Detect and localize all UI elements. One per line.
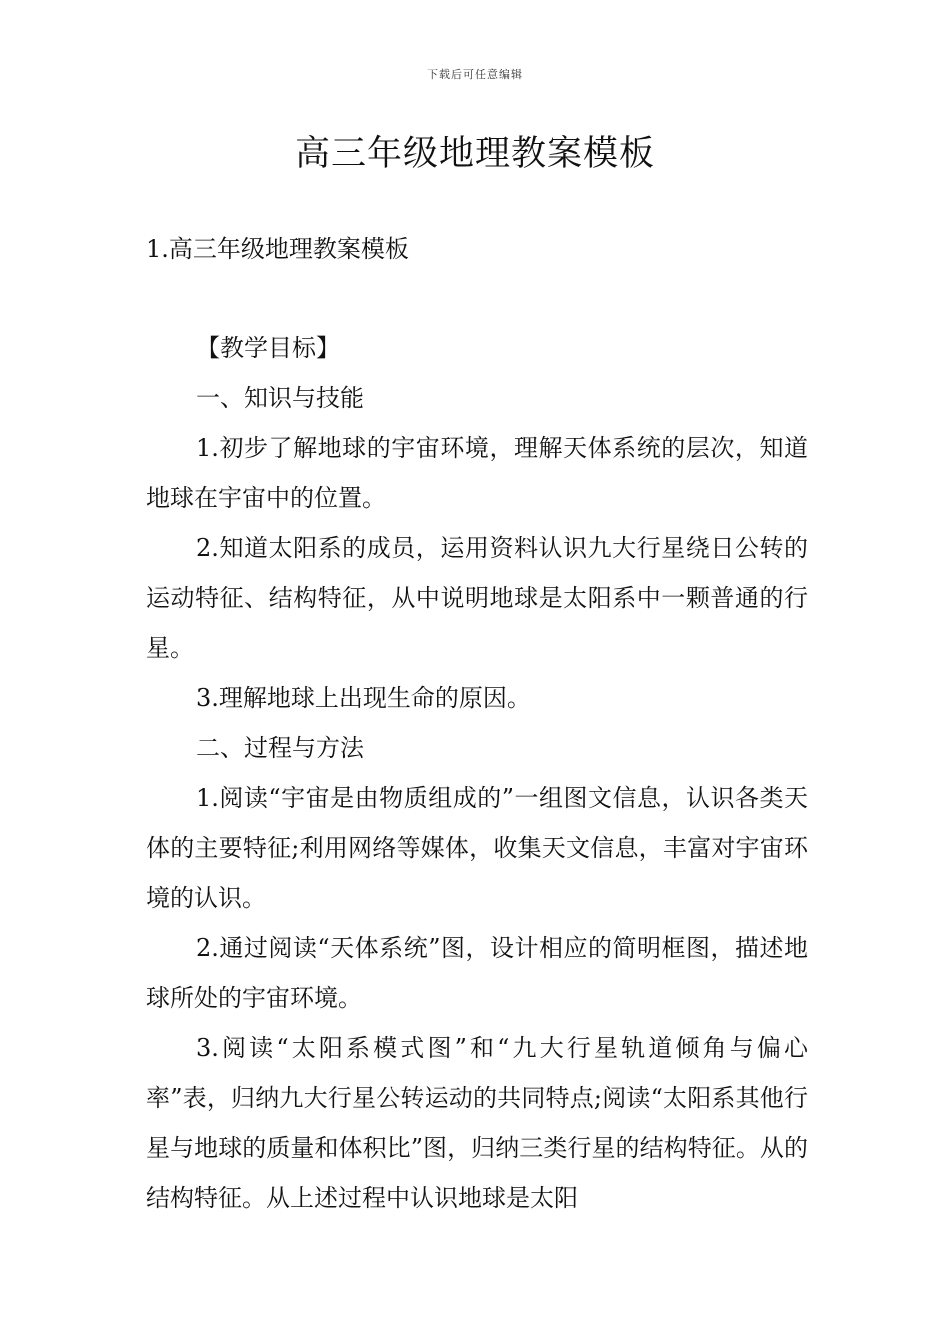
process-method-heading: 二、过程与方法 bbox=[196, 734, 364, 762]
header-note: 下载后可任意编辑 bbox=[427, 68, 523, 81]
knowledge-item-1: 1.初步了解地球的宇宙环境，理解天体系统的层次，知道地球在宇宙中的位置。 bbox=[146, 434, 808, 512]
section-heading: 1.高三年级地理教案模板 bbox=[146, 235, 409, 263]
knowledge-item-3: 3.理解地球上出现生命的原因。 bbox=[196, 684, 531, 712]
knowledge-skills-heading: 一、知识与技能 bbox=[196, 384, 364, 412]
process-item-3: 3.阅读“太阳系模式图”和“九大行星轨道倾角与偏心率”表，归纳九大行星公转运动的共同特点;阅读“太阳系其他行星与地球的质量和体积比”图，归纳三类行星的结构特征。从的结构特征。从上述过程中认识地球是太阳 bbox=[146, 1034, 808, 1212]
process-item-1: 1.阅读“宇宙是由物质组成的”一组图文信息，认识各类天体的主要特征;利用网络等媒体，收集天文信息，丰富对宇宙环境的认识。 bbox=[146, 784, 808, 912]
objectives-heading: 【教学目标】 bbox=[196, 334, 340, 362]
knowledge-item-2: 2.知道太阳系的成员，运用资料认识九大行星绕日公转的运动特征、结构特征，从中说明地球是太阳系中一颗普通的行星。 bbox=[146, 534, 808, 662]
process-item-2: 2.通过阅读“天体系统”图，设计相应的简明框图，描述地球所处的宇宙环境。 bbox=[146, 934, 808, 1012]
document-body bbox=[146, 224, 808, 1223]
document-title: 高三年级地理教案模板 bbox=[294, 134, 655, 174]
